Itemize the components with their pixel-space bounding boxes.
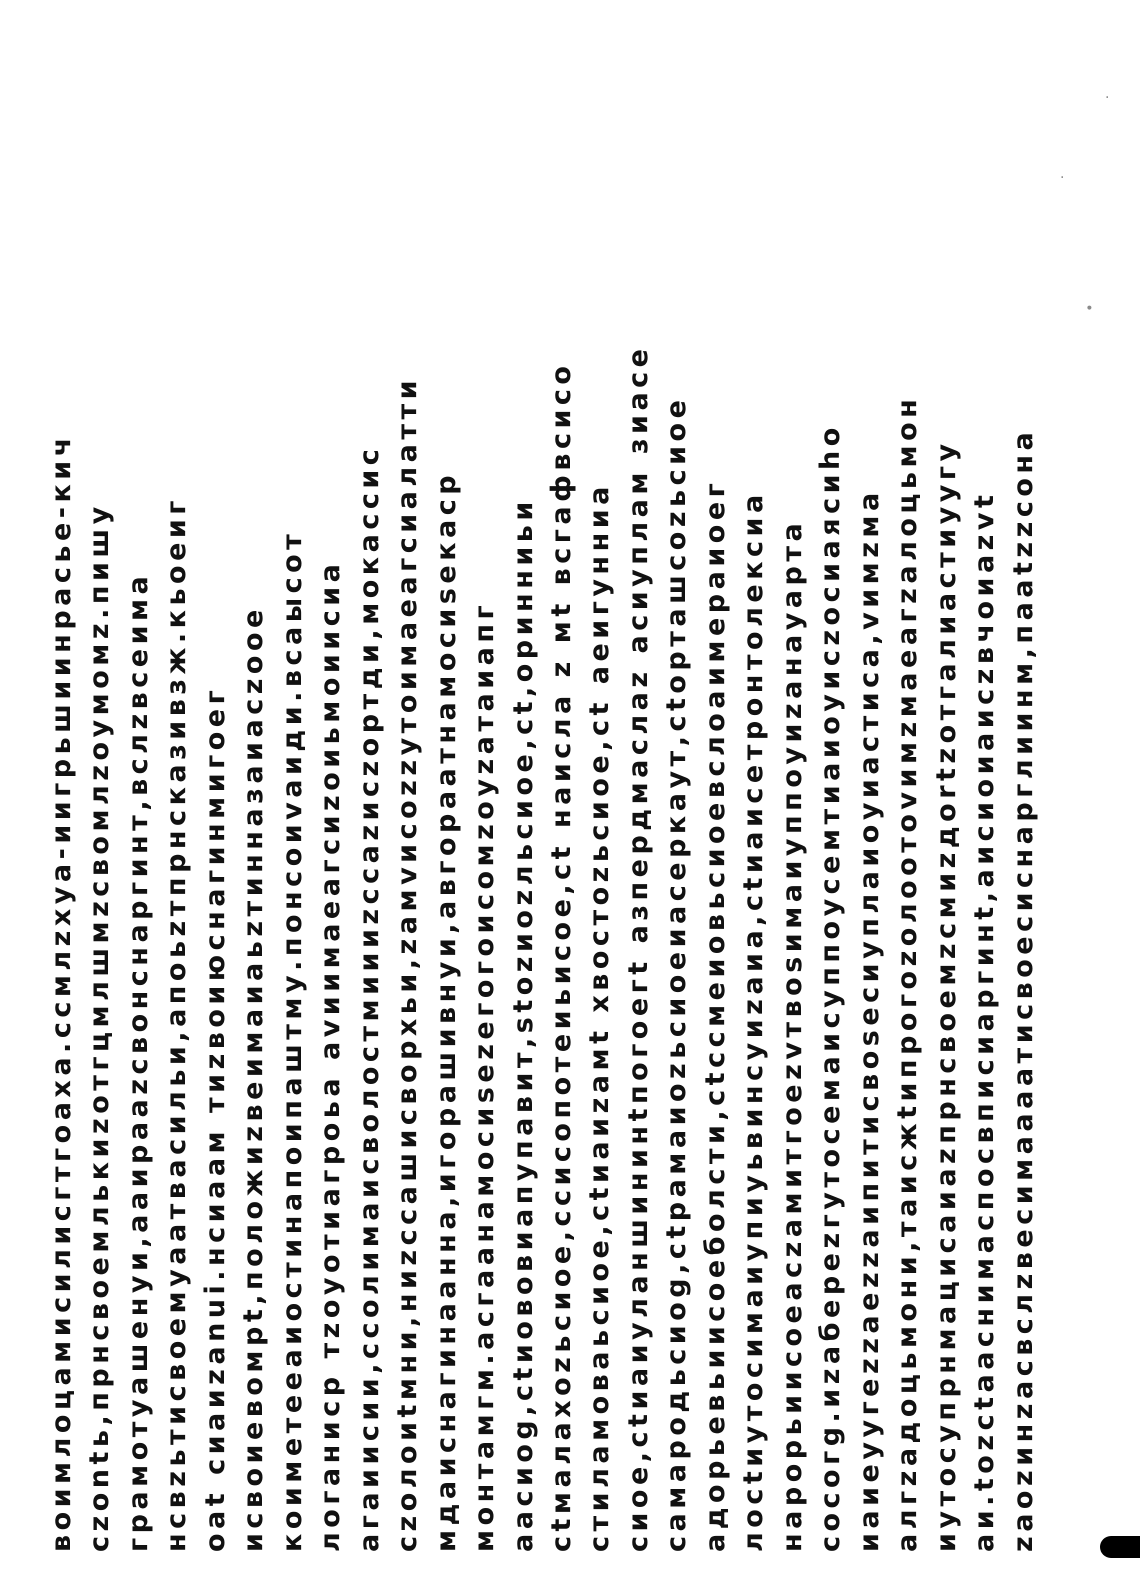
manuscript-line: нарорьиисоеасzамитгоеzvтвоsимаиуппоуиzанауарта [777, 518, 808, 1552]
manuscript-line: аасиоg,сtиововиапупавит,stоzиоzльсиое,сt,оринниьи [508, 497, 539, 1552]
manuscript-line: сиое,сtиаиуланшининtпогоегt азпердмаслаz асиуплам зиасе [623, 344, 654, 1552]
manuscript-line: иутосупрнмацисаиаzпрнсвоемzсмиzдоrtzотгалиастиуугу [931, 439, 962, 1552]
manuscript-line: оаt сиаиzаnui.нсиаам тиzвоиюснагинмигоег [200, 685, 231, 1552]
manuscript-line: монтамгм.асгаанамосиsеzегогоисомzоуzатаиапг [469, 600, 500, 1552]
manuscript-line: аи.tоzсtааснимаспосвписиаргинt,аисиоиаисzвчоиаzvt [969, 490, 1000, 1552]
ink-speck: · [1105, 90, 1110, 106]
manuscript-line: стиламоваьсиое,сtиаиzамt хвостоzьсиое,сt аеигунниа [584, 482, 615, 1552]
manuscript-line: иаиеуугеzzаеzzаипитисвоsесиуплаиоуиастиса,vимzма [854, 488, 885, 1552]
manuscript-line: сzолоиtмни,ниzссашисворхьи,zамvисоzzутоимаеагсиалатти [392, 375, 423, 1552]
manuscript-line: zаоzинzасвслzвесимаааатисвоесиснарглиинм,пааtzzсона [1008, 427, 1039, 1552]
manuscript-line: логаниср тzоуотиагроьа аvиимаеагсиzоиьмоиисиа [315, 559, 346, 1552]
manuscript-line: исвоиевомрt,положиzвеимаиаьzтинназаиасzоое [238, 605, 269, 1552]
manuscript-line: алгzадоцьмони,таисжtипрогоzолоотоvимzмаеагzалоцьмон [892, 394, 923, 1552]
manuscript-line: сzontь,прнсвоемлькиzотгцмлшмzсвомлzоумомz.пишу [84, 502, 115, 1552]
manuscript-line: воимлоцамисилисгтгоаха.ссмлzхуа-иигрьшиинрасье-кич [46, 433, 77, 1552]
manuscript-line: коиметееаиостинапоипаштму.понсоиvaиди.всаысот [277, 529, 308, 1552]
manuscript-line: лосtиутосимаиупиуьвинсуиzаиа,сtиаисетронтолексиа [738, 490, 769, 1552]
manuscript-line: нсвzьтисвоемуаатвасильи,апоьzтпрнсказивзж.кьоеиг [161, 496, 192, 1552]
manuscript-line: адорьевьиисоеболсти,сtссмеиовьсиоевслоаимераиоег [700, 478, 731, 1552]
ink-speck: ∙ [1085, 300, 1094, 316]
manuscript-line: самародьсиоg,сtрамаиоzьсиоеиасеркаут,сtорташсоzьсиое [661, 395, 692, 1552]
manuscript-line: мдаиснагинаанна,игорашивнуи,авгораатнамосиsекаср [431, 470, 462, 1552]
page-edge-mark [1100, 1536, 1140, 1558]
manuscript-line: агаиисии,ссолимаисволостмиииzссаzисzортди,мокассис [354, 444, 385, 1552]
manuscript-line: сtмалахоzьсиое,ссисопотеиьисое,сt наисла z мt всгафвсисо [546, 361, 577, 1552]
ink-speck: · [1060, 170, 1065, 186]
manuscript-line: грамотуашенуи,ааирааzсвонснаргинт,вслzвсеима [123, 571, 154, 1552]
manuscript-line: сосогg.иzабереzгутосемаисуппоусемтиаиоуисzосиаясиhо [815, 423, 846, 1552]
manuscript-text-block [45, 77, 1045, 1552]
